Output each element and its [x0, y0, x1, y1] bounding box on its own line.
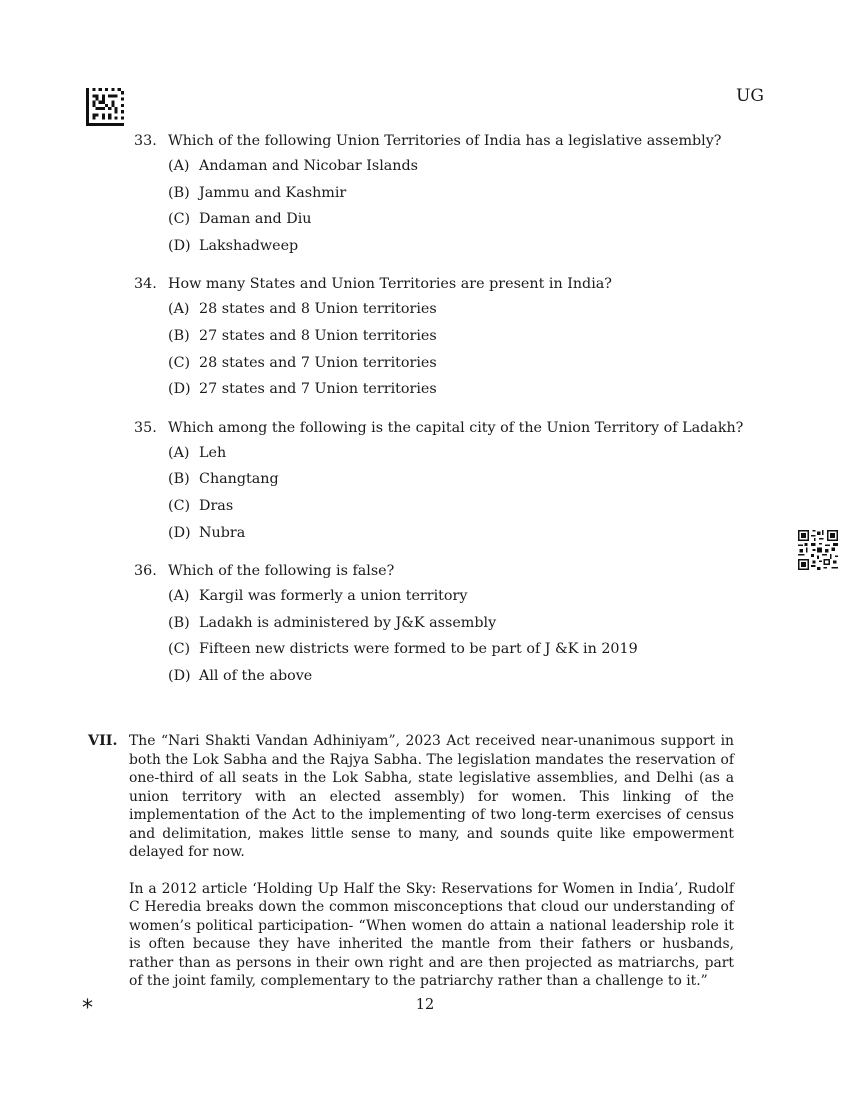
answer-option [134, 350, 774, 377]
answer-option [134, 206, 774, 233]
option-text: Jammu and Kashmir [199, 184, 347, 201]
question-text: How many States and Union Territories are present in India? [168, 276, 612, 293]
qr-code [798, 530, 838, 570]
passage-section [88, 732, 734, 1009]
question-list [134, 129, 774, 703]
option-text: Ladakh is administered by J&K assembly [199, 614, 497, 631]
option-letter: (B) [168, 184, 190, 201]
question-stem [134, 129, 774, 153]
option-text: Changtang [199, 471, 279, 488]
option-text: Kargil was formerly a union territory [199, 588, 468, 605]
option-text: Fifteen new districts were formed to be part of J &K in 2019 [199, 641, 638, 658]
question [134, 559, 774, 689]
option-letter: (C) [168, 211, 191, 228]
answer-option [134, 296, 774, 323]
option-text: Daman and Diu [199, 211, 312, 228]
question-stem [134, 559, 774, 583]
question-text: Which of the following is false? [168, 563, 395, 580]
answer-option [134, 520, 774, 547]
answer-option [134, 636, 774, 663]
option-letter: (B) [168, 614, 190, 631]
datamatrix-code [86, 88, 124, 126]
answer-option [134, 583, 774, 610]
exam-code: UG [736, 86, 764, 106]
answer-option [134, 493, 774, 520]
answer-option [134, 180, 774, 207]
option-letter: (A) [168, 588, 190, 605]
question [134, 129, 774, 259]
option-text: 28 states and 8 Union territories [199, 301, 437, 318]
option-letter: (D) [168, 237, 191, 254]
answer-option [134, 153, 774, 180]
passage-paragraph: The “Nari Shakti Vandan Adhiniyam”, 2023 Act received near-unanimous support in both the Lok Sabha and the Rajya Sabha. The legislation mandates the reservation of one-third of all seats in the Lok Sabha, state legislative assemblies, and Delhi (as a union territory with an elected assembly) for women. This linking of the implementation of the Act to the implementing of two long-term exercises of census and delimitation, makes little sense to many, and sounds quite like empowerment delayed for now. [129, 733, 734, 860]
question-number: 36. [134, 563, 157, 580]
question-number: 34. [134, 276, 157, 293]
option-text: Leh [199, 444, 227, 461]
answer-option [134, 323, 774, 350]
answer-option [134, 610, 774, 637]
option-letter: (D) [168, 381, 191, 398]
option-text: 27 states and 7 Union territories [199, 381, 437, 398]
answer-option [134, 466, 774, 493]
option-text: Nubra [199, 524, 246, 541]
option-text: All of the above [199, 667, 313, 684]
answer-option [134, 233, 774, 260]
option-text: Lakshadweep [199, 237, 299, 254]
option-letter: (D) [168, 667, 191, 684]
option-text: 28 states and 7 Union territories [199, 354, 437, 371]
answer-option [134, 376, 774, 403]
answer-option [134, 663, 774, 690]
question [134, 416, 774, 546]
option-letter: (A) [168, 158, 190, 174]
question-number: 33. [134, 133, 157, 149]
question-stem [134, 272, 774, 296]
passage-paragraph: In a 2012 article ‘Holding Up Half the Sky: Reservations for Women in India’, Rudolf C Heredia breaks down the common misconceptions that cloud our understanding of women’s political participation- “When women do attain a national leadership role it is often because they have inherited the mantle from their fathers or husbands, rather than as persons in their own right and are then projected as matriarchs, part of the joint family, complementary to the patriarchy rather than a challenge to it.” [129, 880, 734, 989]
question [134, 272, 774, 402]
option-letter: (C) [168, 641, 191, 658]
option-letter: (A) [168, 444, 190, 461]
option-letter: (B) [168, 327, 190, 344]
question-text: Which of the following Union Territories of India has a legislative assembly? [168, 133, 722, 149]
option-text: Dras [199, 497, 234, 514]
passage-body [129, 732, 734, 1009]
option-letter: (C) [168, 354, 191, 371]
answer-option [134, 440, 774, 467]
option-text: Andaman and Nicobar Islands [199, 158, 418, 174]
question-number: 35. [134, 419, 157, 436]
option-letter: (B) [168, 471, 190, 488]
question-stem [134, 416, 774, 440]
option-letter: (D) [168, 524, 191, 541]
question-text: Which among the following is the capital city of the Union Territory of Ladakh? [168, 419, 744, 436]
option-letter: (C) [168, 497, 191, 514]
option-text: 27 states and 8 Union territories [199, 327, 437, 344]
option-letter: (A) [168, 301, 190, 318]
page-number: 12 [415, 997, 435, 1013]
section-label: VII. [88, 733, 118, 749]
star-mark: * [82, 996, 93, 1021]
